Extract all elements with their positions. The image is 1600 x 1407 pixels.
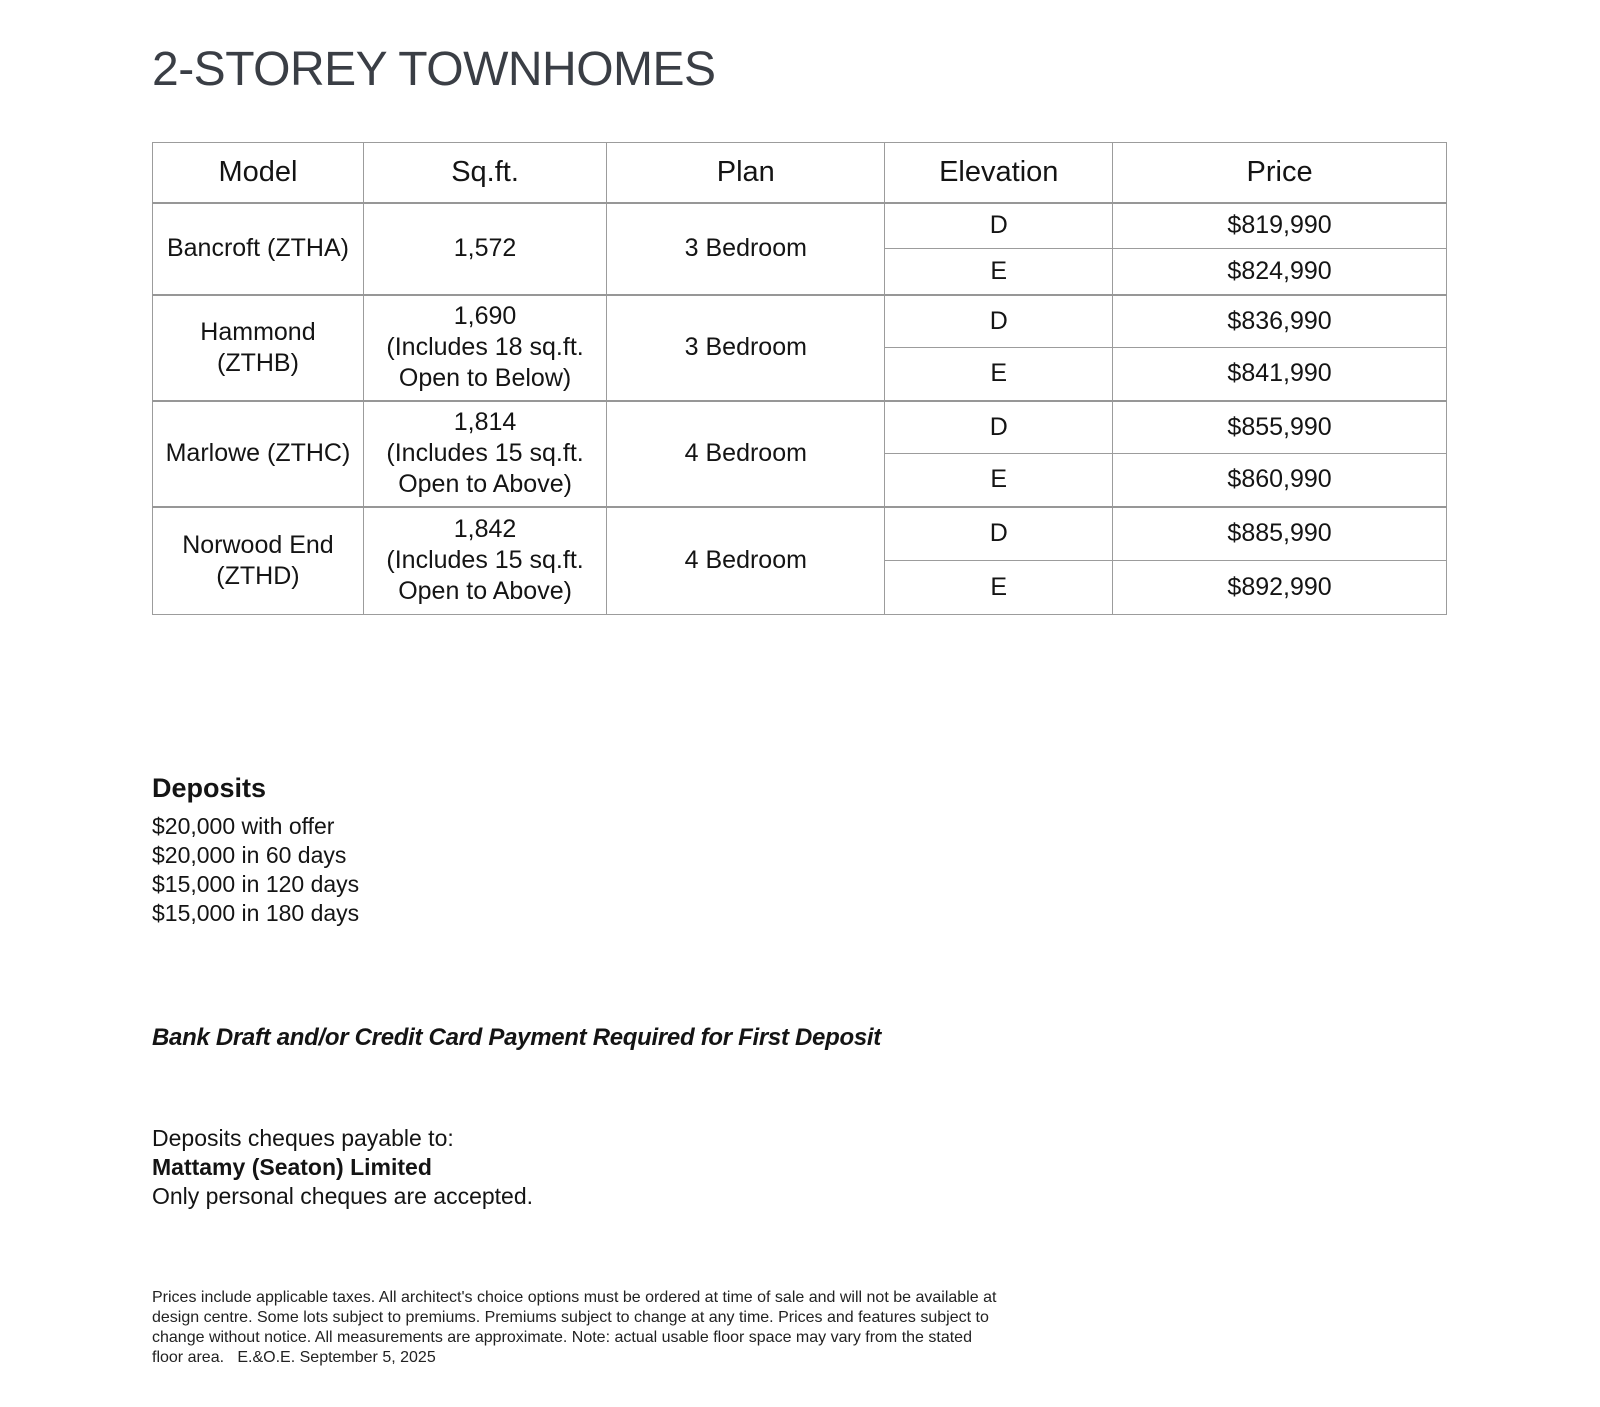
price-cell: $819,990 (1113, 203, 1447, 249)
column-header-plan: Plan (607, 143, 885, 203)
sqft-cell: 1,690 (Includes 18 sq.ft. Open to Below) (363, 295, 606, 401)
table-row (153, 203, 1447, 249)
table-row (153, 507, 1447, 561)
payable-name: Mattamy (Seaton) Limited (152, 1154, 432, 1180)
deposit-line: $15,000 in 180 days (152, 900, 360, 926)
model-cell: Bancroft (ZTHA) (153, 203, 364, 295)
price-table (152, 142, 1447, 615)
plan-cell: 3 Bedroom (607, 295, 885, 401)
payable-note: Only personal cheques are accepted. (152, 1183, 534, 1209)
table-row (153, 295, 1447, 348)
price-cell: $841,990 (1113, 348, 1447, 401)
table-row (153, 401, 1447, 454)
sqft-cell: 1,842 (Includes 15 sq.ft. Open to Above) (363, 507, 606, 615)
elevation-cell: E (885, 561, 1113, 615)
deposits-section (152, 772, 359, 928)
column-header-model: Model (153, 143, 364, 203)
price-cell: $824,990 (1113, 249, 1447, 295)
price-cell: $855,990 (1113, 401, 1447, 454)
elevation-cell: D (885, 295, 1113, 348)
fine-print-line: design centre. Some lots subject to premiums. Premiums subject to change at any time. Prices and features subject to (152, 1309, 989, 1326)
elevation-cell: D (885, 401, 1113, 454)
sqft-cell: 1,814 (Includes 15 sq.ft. Open to Above) (363, 401, 606, 507)
deposits-heading: Deposits (152, 773, 267, 803)
deposit-line: $15,000 in 120 days (152, 871, 360, 897)
fine-print-line: floor area. E.&O.E. September 5, 2025 (152, 1349, 436, 1366)
plan-cell: 4 Bedroom (607, 401, 885, 507)
table-header-row (153, 143, 1447, 203)
price-cell: $860,990 (1113, 454, 1447, 507)
plan-cell: 3 Bedroom (607, 203, 885, 295)
column-header-elevation: Elevation (885, 143, 1113, 203)
fine-print-line: Prices include applicable taxes. All architect's choice options must be ordered at time of sale and will not be available at (152, 1289, 997, 1306)
price-cell: $885,990 (1113, 507, 1447, 561)
fine-print (152, 1288, 996, 1368)
model-cell: Marlowe (ZTHC) (153, 401, 364, 507)
page-title: 2-STOREY TOWNHOMES (152, 43, 716, 96)
payable-intro: Deposits cheques payable to: (152, 1125, 454, 1151)
plan-cell: 4 Bedroom (607, 507, 885, 615)
model-cell: Hammond (ZTHB) (153, 295, 364, 401)
column-header-sqft: Sq.ft. (363, 143, 606, 203)
payment-notice: Bank Draft and/or Credit Card Payment Required for First Deposit (152, 1024, 881, 1051)
deposit-line: $20,000 with offer (152, 813, 335, 839)
fine-print-line: change without notice. All measurements are approximate. Note: actual usable floor space may vary from the stated (152, 1329, 972, 1346)
price-cell: $892,990 (1113, 561, 1447, 615)
deposit-line: $20,000 in 60 days (152, 842, 347, 868)
elevation-cell: E (885, 454, 1113, 507)
elevation-cell: D (885, 507, 1113, 561)
elevation-cell: D (885, 203, 1113, 249)
payable-section (152, 1124, 533, 1211)
column-header-price: Price (1113, 143, 1447, 203)
sqft-cell: 1,572 (363, 203, 606, 295)
elevation-cell: E (885, 348, 1113, 401)
model-cell: Norwood End (ZTHD) (153, 507, 364, 615)
elevation-cell: E (885, 249, 1113, 295)
price-cell: $836,990 (1113, 295, 1447, 348)
